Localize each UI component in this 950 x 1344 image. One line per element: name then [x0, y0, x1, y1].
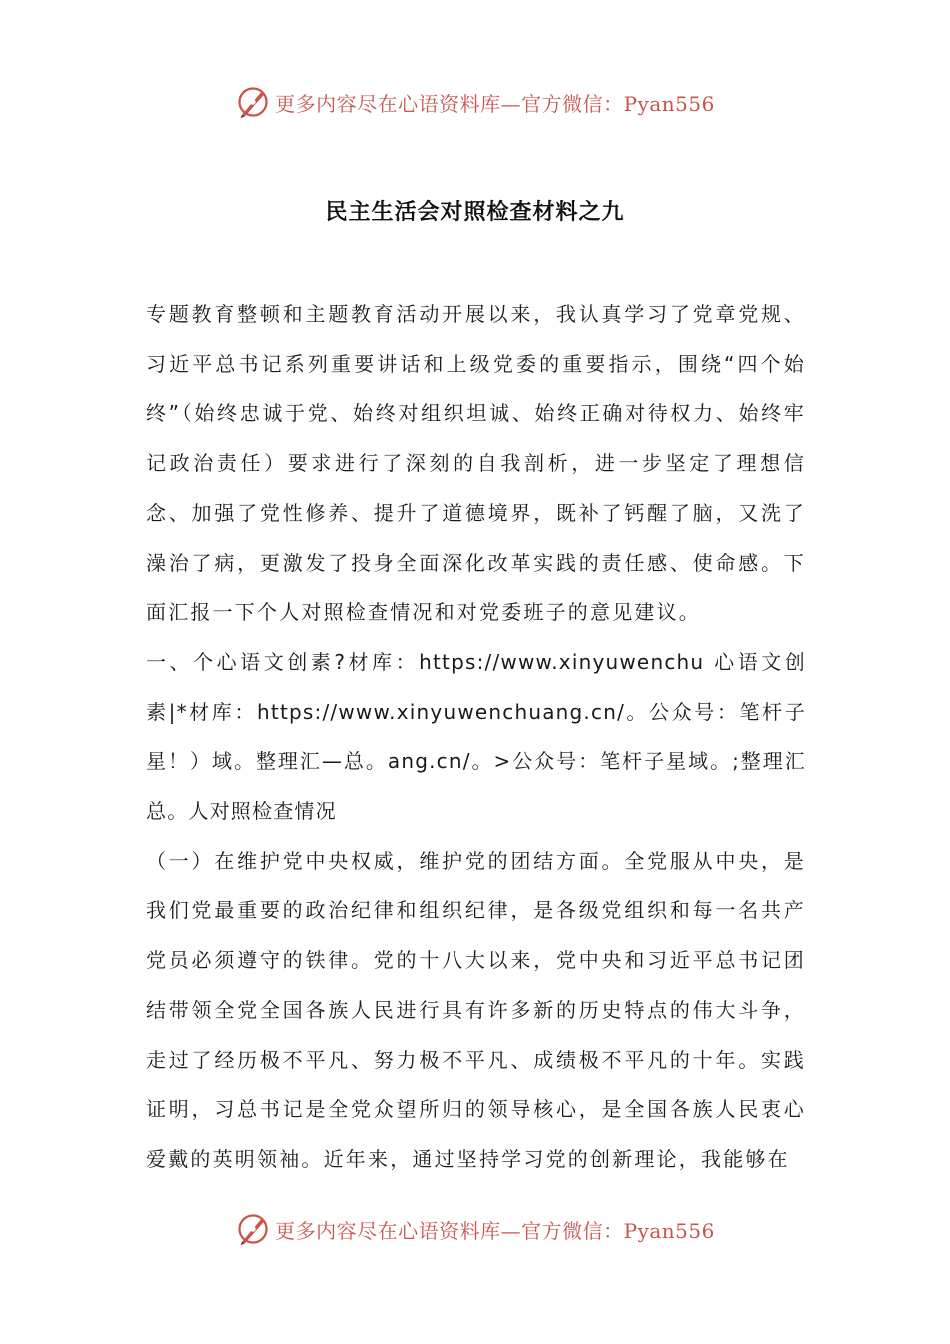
document-body [146, 290, 806, 1185]
watermark-header [0, 82, 950, 122]
watermark-text: 更多内容尽在心语资料库—官方微信：Pyan556 [275, 91, 715, 116]
paragraph-intro: 专题教育整顿和主题教育活动开展以来，我认真学习了党章党规、习近平总书记系列重要讲话和上级党委的重要指示，围绕“四个始终”（始终忠诚于党、始终对组织坦诚、始终正确对待权力、始终牢记政治责任）要求进行了深刻的自我剖析，进一步坚定了理想信念、加强了党性修养、提升了道德境界，既补了钙醒了脑，又洗了澡治了病，更激发了投身全面深化改革实践的责任感、使命感。下面汇报一下个人对照检查情况和对党委班子的意见建议。 [146, 302, 806, 625]
watermark-text: 更多内容尽在心语资料库—官方微信：Pyan556 [275, 1218, 715, 1243]
paragraph-section-heading: 一、个心语文创素?材库：https://www.xinyuwenchu 心语文创素|*材库：https://www.xinyuwenchuang.cn/。公众号：笔杆子星！）域。整理汇—总。ang.cn/。>公众号：笔杆子星域。;整理汇总。人对照检查情况 [146, 649, 806, 824]
pen-logo-icon [235, 84, 271, 120]
pen-logo-icon [235, 1211, 271, 1247]
watermark-footer [0, 1209, 950, 1249]
document-title: 民主生活会对照检查材料之九 [325, 199, 625, 225]
paragraph-section-one: （一）在维护党中央权威，维护党的团结方面。全党服从中央，是我们党最重要的政治纪律和组织纪律，是各级党组织和每一名共产党员必须遵守的铁律。党的十八大以来，党中央和习近平总书记团结带领全党全国各族人民进行具有许多新的历史特点的伟大斗争，走过了经历极不平凡、努力极不平凡、成绩极不平凡的十年。实践证明，习总书记是全党众望所归的领导核心，是全国各族人民衷心爱戴的英明领袖。近年来，通过坚持学习党的创新理论，我能够在 [146, 848, 806, 1171]
